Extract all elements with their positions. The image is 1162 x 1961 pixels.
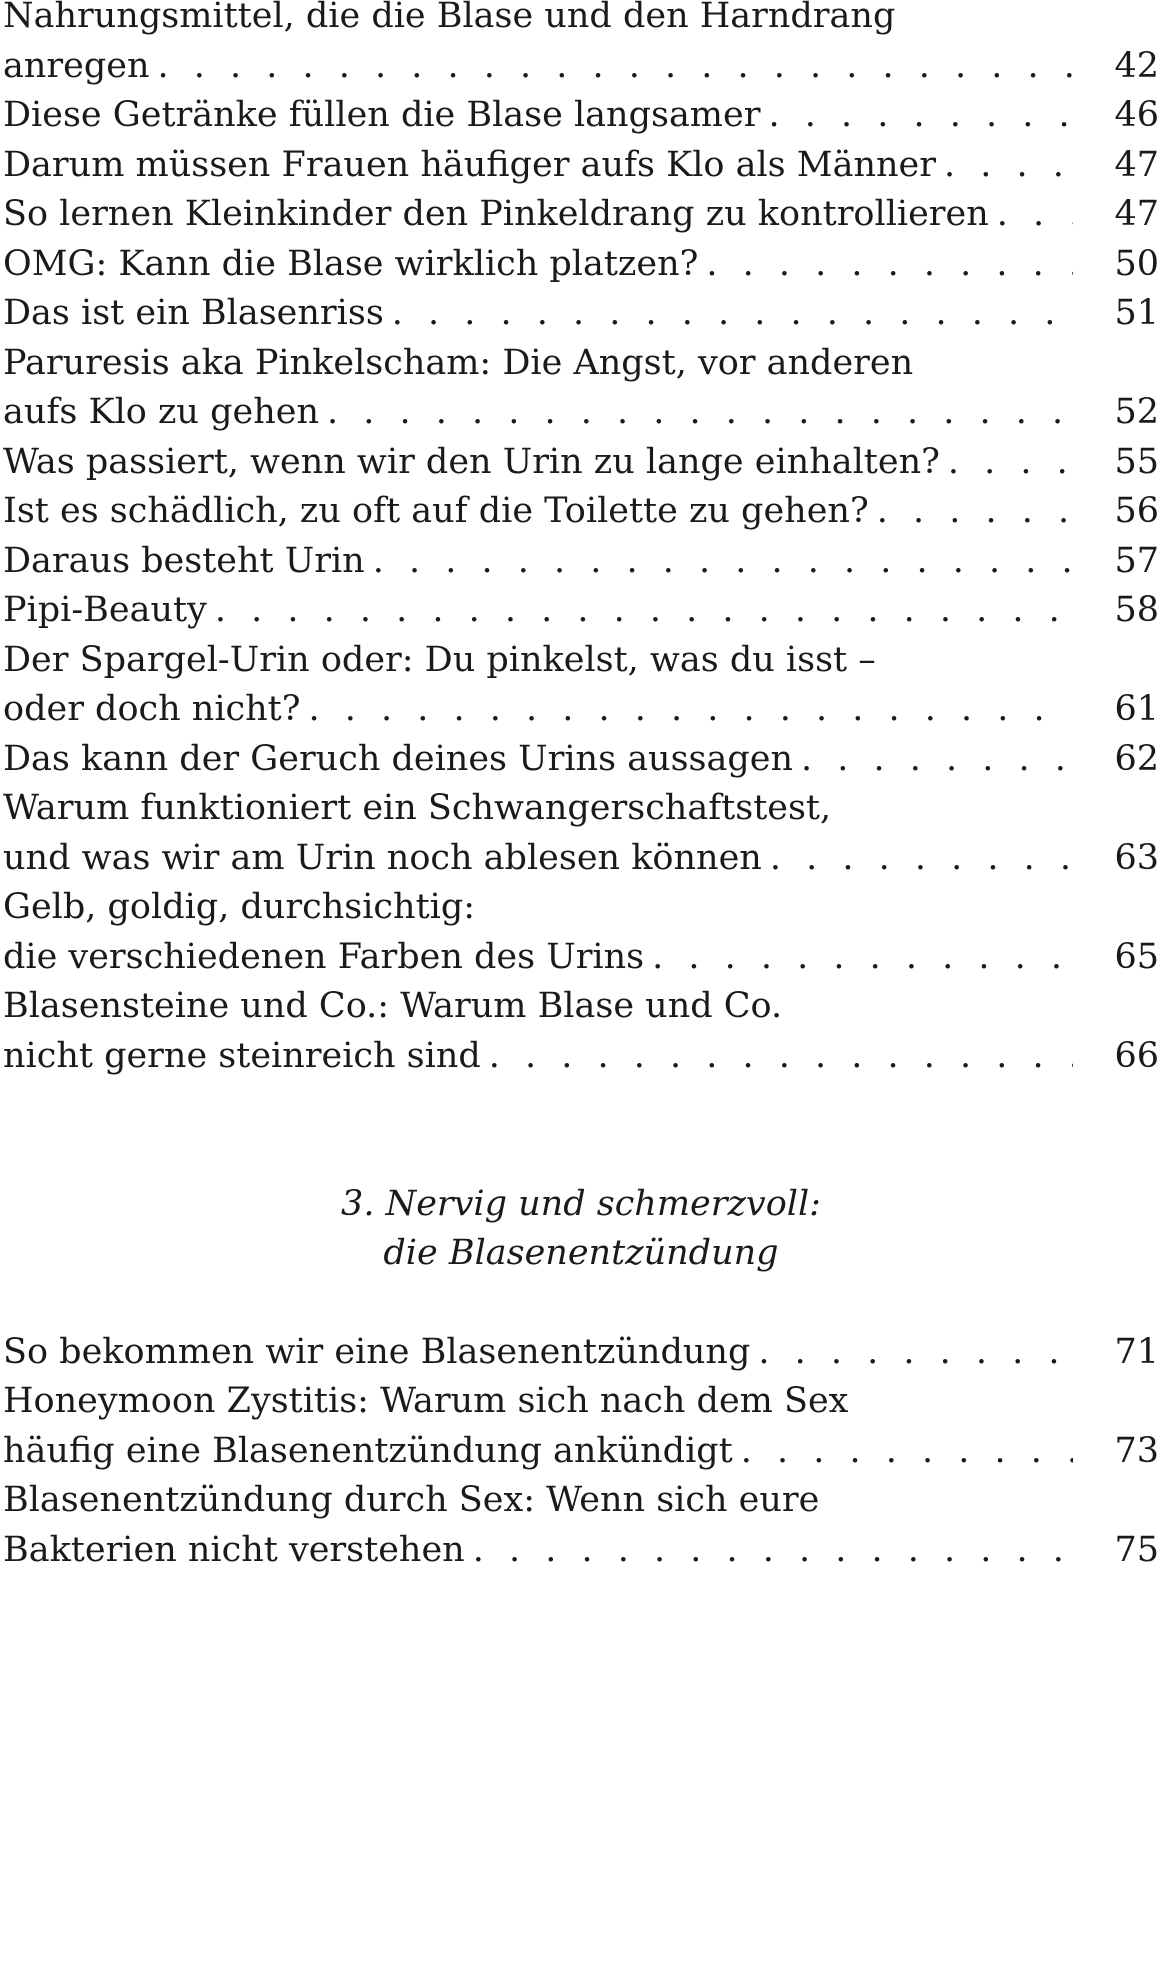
- toc-entry-title: Ist es schädlich, zu oft auf die Toilette zu gehen?: [3, 491, 869, 531]
- toc-entry-title: Blasensteine und Co.: Warum Blase und Co.: [3, 986, 783, 1026]
- toc-page-number: 71: [1114, 1332, 1159, 1372]
- chapter-heading-line-1: 3. Nervig und schmerzvoll:: [341, 1184, 821, 1224]
- toc-page-number: 73: [1114, 1431, 1159, 1471]
- toc-page-number: 66: [1114, 1036, 1159, 1076]
- toc-entry-title: Daraus besteht Urin: [3, 541, 365, 581]
- toc-entry-title: Gelb, goldig, durchsichtig:: [3, 887, 476, 927]
- toc-entry: [3, 1025, 1159, 1087]
- toc-entry-title: Der Spargel-Urin oder: Du pinkelst, was du isst –: [3, 640, 876, 680]
- toc-page-number: 47: [1114, 145, 1159, 185]
- toc-page-number: 58: [1114, 590, 1159, 630]
- toc-entry-title: Das ist ein Blasenriss: [3, 293, 384, 333]
- toc-entry-title: die verschiedenen Farben des Urins: [3, 937, 645, 977]
- toc-entry-title: Blasenentzündung durch Sex: Wenn sich eure: [3, 1480, 820, 1520]
- toc-entry-title: So lernen Kleinkinder den Pinkeldrang zu kontrollieren: [3, 194, 989, 234]
- toc-page-number: 57: [1114, 541, 1159, 581]
- toc-entry-title: häufig eine Blasenentzündung ankündigt: [3, 1431, 733, 1471]
- toc-page-number: 51: [1114, 293, 1159, 333]
- toc-entry-title: Warum funktioniert ein Schwangerschaftstest,: [3, 788, 832, 828]
- toc-page-number: 62: [1114, 739, 1159, 779]
- toc-entry-title: nicht gerne steinreich sind: [3, 1036, 481, 1076]
- toc-page-number: 63: [1114, 838, 1159, 878]
- toc-page-number: 52: [1114, 392, 1159, 432]
- toc-entry-title: aufs Klo zu gehen: [3, 392, 320, 432]
- toc-page-number: 65: [1114, 937, 1159, 977]
- toc-entry-title: Paruresis aka Pinkelscham: Die Angst, vor anderen: [3, 343, 914, 383]
- toc-entry: [3, 1519, 1159, 1581]
- chapter-heading-line-2: die Blasenentzündung: [383, 1233, 779, 1273]
- toc-page-number: 42: [1114, 46, 1159, 86]
- toc-entry-title: oder doch nicht?: [3, 689, 301, 729]
- toc-entry-title: Diese Getränke füllen die Blase langsamer: [3, 95, 761, 135]
- toc-entry-title: OMG: Kann die Blase wirklich platzen?: [3, 244, 699, 284]
- toc-entry-title: Nahrungsmittel, die die Blase und den Harndrang: [3, 0, 896, 36]
- toc-entry-title: anregen: [3, 46, 150, 86]
- toc-entry-title: So bekommen wir eine Blasenentzündung: [3, 1332, 751, 1372]
- dot-leader: [489, 1025, 1073, 1087]
- toc-page-number: 50: [1114, 244, 1159, 284]
- dot-leader: [473, 1519, 1073, 1581]
- toc-page-number: 47: [1114, 194, 1159, 234]
- toc-page-number: 61: [1114, 689, 1159, 729]
- toc-page-number: 55: [1114, 442, 1159, 482]
- toc-entry-title: Honeymoon Zystitis: Warum sich nach dem Sex: [3, 1381, 849, 1421]
- toc-entry-title: und was wir am Urin noch ablesen können: [3, 838, 762, 878]
- toc-entry-title: Darum müssen Frauen häufiger aufs Klo als Männer: [3, 145, 936, 185]
- toc-page-number: 56: [1114, 491, 1159, 531]
- toc-entry-title: Was passiert, wenn wir den Urin zu lange einhalten?: [3, 442, 940, 482]
- toc-page-number: 46: [1114, 95, 1159, 135]
- toc-entry-title: Das kann der Geruch deines Urins aussagen: [3, 739, 794, 779]
- toc-entry-title: Bakterien nicht verstehen: [3, 1530, 465, 1570]
- toc-page-number: 75: [1114, 1530, 1159, 1570]
- toc-entry-title: Pipi-Beauty: [3, 590, 207, 630]
